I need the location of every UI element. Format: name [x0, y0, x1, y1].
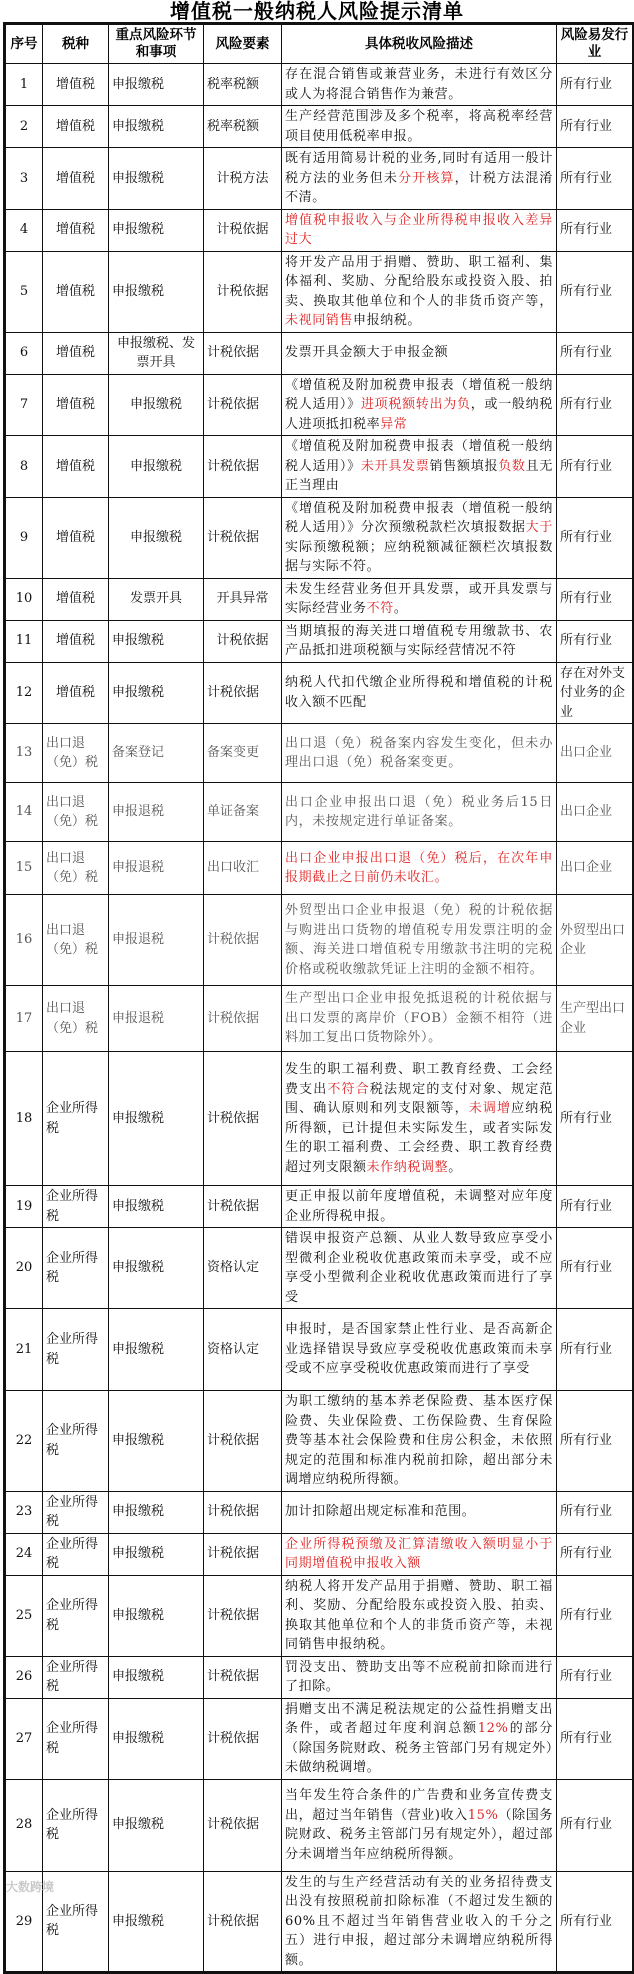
tax-type: 企业所得税: [43, 1698, 109, 1779]
risk-element: 计税依据: [204, 1656, 282, 1698]
risk-description: [282, 1228, 557, 1309]
risk-description: [282, 1698, 557, 1779]
table-row: [5, 1871, 634, 1973]
table-row: [5, 1575, 634, 1656]
description-text: 外贸型出口企业申报退（免）税的计税依据与购进出口货物的增值税专用发票注明的金额、海关进口增值税专用缴款书注明的完税价格或税收缴款凭证上注明的金额不相符。: [285, 903, 553, 977]
row-number: 9: [5, 497, 43, 578]
risk-stage: 申报缴税: [109, 1228, 204, 1309]
tax-type: 增值税: [43, 209, 109, 251]
tax-type: 增值税: [43, 662, 109, 724]
risk-stage: 申报缴税: [109, 1698, 204, 1779]
row-number: 23: [5, 1491, 43, 1533]
tax-type: 企业所得税: [43, 1228, 109, 1309]
table-row: [5, 209, 634, 251]
risk-element: 计税依据: [204, 620, 282, 662]
table-row: [5, 842, 634, 895]
tax-type: 增值税: [43, 106, 109, 148]
description-text: 。: [393, 601, 408, 616]
table-row: [5, 1309, 634, 1391]
risk-element: 计税依据: [204, 895, 282, 986]
tax-type: 出口退（免）税: [43, 895, 109, 986]
risk-element: 计税依据: [204, 1186, 282, 1228]
risk-stage: 申报缴税: [109, 1871, 204, 1973]
risk-stage: 申报缴税: [109, 1491, 204, 1533]
risk-description: [282, 842, 557, 895]
tax-type: 企业所得税: [43, 1533, 109, 1575]
industry: 所有行业: [557, 64, 634, 106]
row-number: 14: [5, 783, 43, 842]
row-number: 19: [5, 1186, 43, 1228]
risk-description: [282, 374, 557, 436]
risk-description: [282, 64, 557, 106]
table-row: [5, 895, 634, 986]
description-text: ，或一般纳税人进项抵扣税率: [285, 397, 553, 432]
risk-stage: 申报退税: [109, 842, 204, 895]
industry: 所有行业: [557, 497, 634, 578]
risk-description: [282, 1491, 557, 1533]
row-number: 21: [5, 1309, 43, 1391]
description-text: 捐赠支出不满足税法规定的公益性捐赠支出条件，或者超过年度利润总额: [285, 1701, 553, 1736]
risk-description: [282, 1052, 557, 1186]
table-row: [5, 1052, 634, 1186]
tax-type: 企业所得税: [43, 1575, 109, 1656]
description-text: 错误申报资产总额、从业人数导致应享受小型微利企业税收优惠政策而未享受，或不应享受小型微利企业税收优惠政策而进行了享受: [285, 1231, 553, 1305]
risk-stage: 申报退税: [109, 986, 204, 1052]
risk-stage: 申报退税: [109, 783, 204, 842]
tax-type: 企业所得税: [43, 1491, 109, 1533]
tax-type: 企业所得税: [43, 1391, 109, 1492]
page-title: 增值税一般纳税人风险提示清单: [170, 0, 464, 23]
industry: 所有行业: [557, 620, 634, 662]
row-number: 22: [5, 1391, 43, 1492]
risk-description: [282, 209, 557, 251]
table-row: [5, 1698, 634, 1779]
table-row: [5, 1491, 634, 1533]
description-text: 加计扣除超出规定标准和范围。: [285, 1504, 476, 1520]
description-text: 生产型出口企业申报免抵退税的计税依据与出口发票的离岸价（FOB）金额不相符（进料加工复出口货物除外）。: [285, 991, 553, 1046]
description-text: 销售额填报: [429, 458, 499, 474]
table-row: [5, 374, 634, 436]
row-number: 10: [5, 578, 43, 620]
risk-element: 计税依据: [204, 662, 282, 724]
risk-description: [282, 106, 557, 148]
description-text: 的部分（除国务院财政、税务主管部门另有规定外）未做纳税调增。: [285, 1721, 553, 1775]
description-text: （除国务院财政、税务主管部门另有规定外），超过部分未调增当年应纳税所得额。: [285, 1807, 553, 1862]
table-header-row: [5, 24, 634, 64]
description-text: 将开发产品用于捐赠、赞助、职工福利、集体福利、奖励、分配给股东或投资入股、拍卖、换取其他单位和个人的非货币资产等，: [285, 254, 553, 309]
description-text: 出口企业申报出口退（免）税业务后15日内，未按规定进行单证备案。: [285, 794, 553, 829]
risk-element: 单证备案: [204, 783, 282, 842]
risk-element: 计税依据: [204, 1871, 282, 1973]
risk-description: [282, 620, 557, 662]
risk-stage: 申报缴税: [109, 497, 204, 578]
risk-table: [3, 22, 634, 1974]
row-number: 12: [5, 662, 43, 724]
risk-element: 计税依据: [204, 1052, 282, 1186]
industry: 所有行业: [557, 578, 634, 620]
description-text: 更正申报以前年度增值税，未调整对应年度企业所得税申报。: [285, 1189, 553, 1224]
risk-description: [282, 1779, 557, 1871]
description-text: 出口退（免）税备案内容发生变化，但未办理出口退（免）税备案变更。: [285, 735, 553, 770]
highlighted-text: 未作纳税调整: [366, 1159, 449, 1175]
table-row: [5, 783, 634, 842]
description-text: 当年发生符合条件的广告费和业务宣传费支出，超过当年销售（营业)收入: [285, 1788, 553, 1823]
industry: 所有行业: [557, 1698, 634, 1779]
industry: 所有行业: [557, 209, 634, 251]
header-no: 序号: [5, 24, 43, 64]
industry: 所有行业: [557, 1052, 634, 1186]
risk-element: 计税依据: [204, 1391, 282, 1492]
industry: 外贸型出口企业: [557, 895, 634, 986]
highlighted-text: 企业所得税预缴及汇算清缴收入额明显小于同期增值税申报收入额: [285, 1536, 553, 1571]
risk-element: 计税依据: [204, 1533, 282, 1575]
risk-element: 资格认定: [204, 1228, 282, 1309]
row-number: 5: [5, 251, 43, 332]
industry: 所有行业: [557, 332, 634, 374]
row-number: 24: [5, 1533, 43, 1575]
description-text: 实际预缴税额；应纳税额减征额栏次填报数据与实际不符。: [285, 539, 553, 574]
tax-type: 增值税: [43, 578, 109, 620]
risk-stage: 申报缴税、发票开具: [109, 332, 204, 374]
table-body: [5, 64, 634, 1973]
description-text: 发票开具金额大于申报金额: [285, 345, 449, 361]
industry: 所有行业: [557, 251, 634, 332]
risk-element: 计税依据: [204, 209, 282, 251]
row-number: 20: [5, 1228, 43, 1309]
table-row: [5, 620, 634, 662]
table-row: [5, 332, 634, 374]
risk-description: [282, 578, 557, 620]
risk-description: [282, 497, 557, 578]
table-row: [5, 1533, 634, 1575]
tax-type: 企业所得税: [43, 1186, 109, 1228]
risk-description: [282, 895, 557, 986]
risk-element: 开具异常: [204, 578, 282, 620]
risk-stage: 申报缴税: [109, 64, 204, 106]
watermark: 大数跨境: [6, 1880, 55, 1894]
description-text: ，计税方法混淆不清。: [285, 170, 553, 205]
risk-element: 计税依据: [204, 986, 282, 1052]
highlighted-text: 异常: [380, 416, 408, 432]
tax-type: 增值税: [43, 374, 109, 436]
description-text: 申报纳税。: [353, 313, 422, 328]
risk-stage: 申报退税: [109, 895, 204, 986]
description-text: 《增值税及附加税费申报表（增值税一般纳税人适用）》: [285, 439, 553, 474]
header-risk-element: 风险要素: [204, 24, 282, 64]
risk-stage: 备案登记: [109, 724, 204, 783]
industry: 出口企业: [557, 724, 634, 783]
tax-type: 企业所得税: [43, 1871, 109, 1973]
table-row: [5, 1186, 634, 1228]
table-row: [5, 106, 634, 148]
row-number: 2: [5, 106, 43, 148]
header-industry: 风险易发行业: [557, 24, 634, 64]
tax-type: 增值税: [43, 620, 109, 662]
industry: 所有行业: [557, 1309, 634, 1391]
risk-stage: 申报缴税: [109, 1575, 204, 1656]
description-text: 。: [448, 1159, 462, 1175]
row-number: 4: [5, 209, 43, 251]
risk-description: [282, 986, 557, 1052]
row-number: 25: [5, 1575, 43, 1656]
industry: 所有行业: [557, 1491, 634, 1533]
highlighted-text: 不符: [366, 601, 394, 616]
risk-element: 计税依据: [204, 436, 282, 498]
description-text: 为职工缴纳的基本养老保险费、基本医疗保险费、失业保险费、工伤保险费、生育保险费等基本社会保险费和住房公积金，未依照规定的范围和标准内税前扣除，超出部分未调增应纳税所得额。: [285, 1394, 553, 1487]
risk-description: [282, 1575, 557, 1656]
tax-type: 增值税: [43, 436, 109, 498]
risk-stage: 申报缴税: [109, 374, 204, 436]
description-text: 发生的与生产经营活动有关的业务招待费支出没有按照税前扣除标准（不超过发生额的60%且不超过当年销售营业收入的千分之五）进行申报，超过部分未调增应纳税所得额。: [285, 1874, 553, 1968]
risk-stage: 申报缴税: [109, 209, 204, 251]
tax-type: 增值税: [43, 148, 109, 210]
industry: 所有行业: [557, 106, 634, 148]
tax-type: 企业所得税: [43, 1052, 109, 1186]
row-number: 13: [5, 724, 43, 783]
highlighted-text: 未开具发票: [360, 458, 430, 474]
row-number: 18: [5, 1052, 43, 1186]
risk-element: 计税依据: [204, 332, 282, 374]
risk-element: 计税依据: [204, 1698, 282, 1779]
row-number: 16: [5, 895, 43, 986]
risk-stage: 申报缴税: [109, 1391, 204, 1492]
tax-type: 增值税: [43, 497, 109, 578]
description-text: 未发生经营业务但开具发票，或开具发票与实际经营业务: [285, 581, 553, 616]
table-row: [5, 1391, 634, 1492]
industry: 所有行业: [557, 1575, 634, 1656]
risk-description: [282, 148, 557, 210]
table-row: [5, 148, 634, 210]
risk-stage: 申报缴税: [109, 662, 204, 724]
description-text: 罚没支出、赞助支出等不应税前扣除而进行了扣除。: [285, 1659, 553, 1694]
industry: 所有行业: [557, 1779, 634, 1871]
table-row: [5, 986, 634, 1052]
risk-stage: 申报缴税: [109, 106, 204, 148]
row-number: 3: [5, 148, 43, 210]
risk-description: [282, 436, 557, 498]
description-text: 当期填报的海关进口增值税专用缴款书、农产品抵扣进项税额与实际经营情况不符: [285, 623, 553, 658]
highlighted-text: 不符合: [327, 1081, 370, 1097]
description-text: 《增值税及附加税费申报表（增值税一般纳税人适用）》: [285, 377, 553, 412]
table-row: [5, 1656, 634, 1698]
highlighted-text: 15%: [467, 1807, 499, 1823]
risk-element: 资格认定: [204, 1309, 282, 1391]
description-text: 发生的职工福利费、职工教育经费、工会经费支出: [285, 1062, 553, 1097]
table-row: [5, 436, 634, 498]
row-number: 1: [5, 64, 43, 106]
tax-type: 企业所得税: [43, 1309, 109, 1391]
table-row: [5, 662, 634, 724]
risk-stage: 申报缴税: [109, 1533, 204, 1575]
table-row: [5, 1779, 634, 1871]
risk-description: [282, 1391, 557, 1492]
industry: 所有行业: [557, 1228, 634, 1309]
industry: 出口企业: [557, 783, 634, 842]
row-number: 29: [5, 1871, 43, 1973]
row-number: 15: [5, 842, 43, 895]
highlighted-text: 出口企业申报出口退（免）税后，在次年申报期截止之日前仍未收汇。: [285, 850, 553, 885]
highlighted-text: 大于: [525, 520, 553, 535]
risk-element: 计税依据: [204, 1491, 282, 1533]
tax-type: 企业所得税: [43, 1779, 109, 1871]
table-row: [5, 1228, 634, 1309]
table-row: [5, 724, 634, 783]
industry: 生产型出口企业: [557, 986, 634, 1052]
risk-stage: 申报缴税: [109, 251, 204, 332]
row-number: 7: [5, 374, 43, 436]
description-text: 申报时，是否国家禁止性行业、是否高新企业选择错误导致应享受税收优惠政策而未享受或不应享受税收优惠政策而进行了享受: [285, 1322, 553, 1377]
industry: 出口企业: [557, 842, 634, 895]
risk-element: 计税方法: [204, 148, 282, 210]
risk-stage: 申报缴税: [109, 1052, 204, 1186]
table-row: [5, 251, 634, 332]
risk-element: 税率税额: [204, 106, 282, 148]
risk-element: 计税依据: [204, 1575, 282, 1656]
risk-stage: 申报缴税: [109, 1186, 204, 1228]
highlighted-text: 未调增: [468, 1101, 512, 1116]
tax-type: 企业所得税: [43, 1656, 109, 1698]
risk-element: 出口收汇: [204, 842, 282, 895]
industry: 所有行业: [557, 374, 634, 436]
table-row: [5, 64, 634, 106]
risk-stage: 申报缴税: [109, 1309, 204, 1391]
industry: 所有行业: [557, 1871, 634, 1973]
risk-stage: 申报缴税: [109, 620, 204, 662]
risk-element: 备案变更: [204, 724, 282, 783]
tax-type: 增值税: [43, 251, 109, 332]
risk-description: [282, 332, 557, 374]
header-tax-type: 税种: [43, 24, 109, 64]
row-number: 28: [5, 1779, 43, 1871]
risk-element: 计税依据: [204, 497, 282, 578]
tax-type: 出口退（免）税: [43, 724, 109, 783]
industry: 所有行业: [557, 436, 634, 498]
tax-type: 出口退（免）税: [43, 842, 109, 895]
risk-description: [282, 1533, 557, 1575]
industry: 所有行业: [557, 148, 634, 210]
tax-type: 出口退（免）税: [43, 783, 109, 842]
table-row: [5, 497, 634, 578]
risk-description: [282, 1656, 557, 1698]
description-text: 存在混合销售或兼营业务，未进行有效区分或人为将混合销售作为兼营。: [285, 67, 553, 102]
risk-description: [282, 662, 557, 724]
description-text: 既有适用简易计税的业务,同时有适用一般计税方法的业务但未: [285, 151, 553, 186]
row-number: 17: [5, 986, 43, 1052]
row-number: 8: [5, 436, 43, 498]
table-row: [5, 578, 634, 620]
risk-stage: 申报缴税: [109, 1656, 204, 1698]
row-number: 6: [5, 332, 43, 374]
description-text: 生产经营范围涉及多个税率，将高税率经营项目使用低税率申报。: [285, 109, 553, 144]
header-risk-stage: 重点风险环节和事项: [109, 24, 204, 64]
row-number: 27: [5, 1698, 43, 1779]
risk-stage: 申报缴税: [109, 148, 204, 210]
highlighted-text: 进项税额转出为负: [360, 397, 471, 412]
highlighted-text: 12%: [477, 1721, 509, 1736]
header-risk-description: 具体税收风险描述: [282, 24, 557, 64]
risk-stage: 发票开具: [109, 578, 204, 620]
row-number: 26: [5, 1656, 43, 1698]
risk-description: [282, 251, 557, 332]
highlighted-text: 增值税申报收入与企业所得税申报收入差异过大: [285, 212, 553, 247]
tax-type: 出口退（免）税: [43, 986, 109, 1052]
risk-description: [282, 724, 557, 783]
tax-type: 增值税: [43, 64, 109, 106]
highlighted-text: 负数: [498, 458, 526, 474]
industry: 所有行业: [557, 1186, 634, 1228]
risk-element: 计税依据: [204, 1779, 282, 1871]
row-number: 11: [5, 620, 43, 662]
description-text: 纳税人将开发产品用于捐赠、赞助、职工福利、奖励、分配给股东或投资入股、拍卖、换取其他单位和个人的非货币资产等，未视同销售申报纳税。: [285, 1578, 553, 1652]
description-text: 《增值税及附加税费申报表（增值税一般纳税人适用）》分次预缴税款栏次填报数据: [285, 500, 553, 535]
risk-stage: 申报缴税: [109, 1779, 204, 1871]
tax-type: 增值税: [43, 332, 109, 374]
industry: 所有行业: [557, 1391, 634, 1492]
risk-element: 税率税额: [204, 64, 282, 106]
risk-description: [282, 1309, 557, 1391]
risk-element: 计税依据: [204, 251, 282, 332]
risk-description: [282, 783, 557, 842]
industry: 所有行业: [557, 1533, 634, 1575]
risk-element: 计税依据: [204, 374, 282, 436]
risk-description: [282, 1186, 557, 1228]
description-text: 且无正当理由: [285, 458, 553, 493]
risk-description: [282, 1871, 557, 1973]
highlighted-text: 未视同销售: [285, 313, 354, 328]
industry: 存在对外支付业务的企业: [557, 662, 634, 724]
description-text: 纳税人代扣代缴企业所得税和增值税的计税收入额不匹配: [285, 675, 553, 710]
risk-stage: 申报缴税: [109, 436, 204, 498]
industry: 所有行业: [557, 1656, 634, 1698]
description-text: 应纳税所得额，已计提但未实际发生，或者实际发生的职工福利费、工会经费、职工教育经费超过列支限额: [285, 1101, 553, 1175]
highlighted-text: 分开核算: [398, 170, 455, 186]
description-text: 税法规定的支付对象、规定范围、确认原则和列支限额等，: [285, 1081, 553, 1116]
